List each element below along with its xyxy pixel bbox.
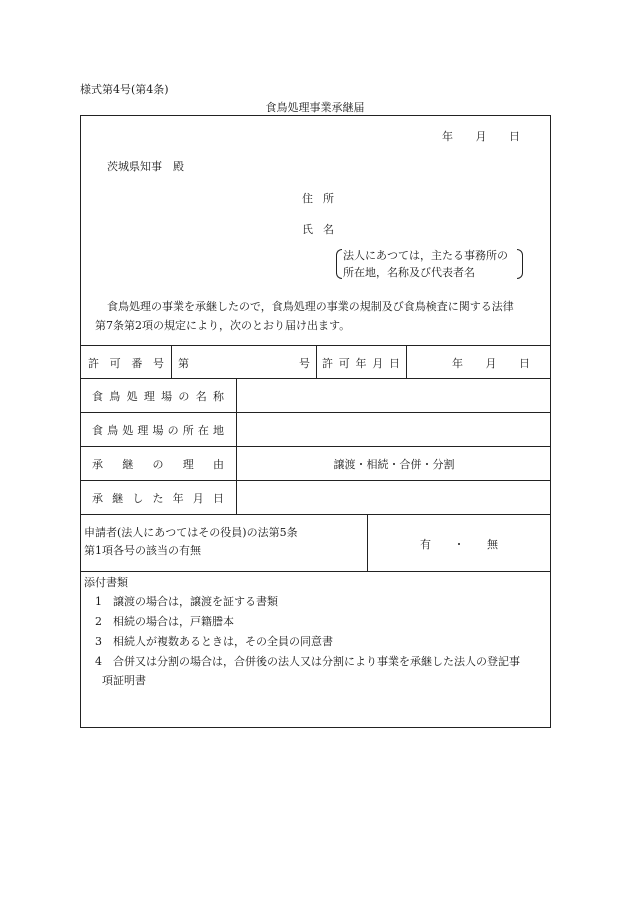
divider bbox=[171, 345, 172, 378]
statement-line1: 食鳥処理の事業を承継したので，食鳥処理の事業の規制及び食鳥検査に関する法律 bbox=[107, 300, 514, 313]
statement-line2: 第7条第2項の規定により，次のとおり届け出ます。 bbox=[95, 319, 351, 332]
plant-name-label: 食 鳥 処 理 場 の 名 称 bbox=[92, 390, 224, 403]
attachment-item-continuation: 項証明書 bbox=[102, 674, 146, 687]
succession-date-field[interactable] bbox=[238, 482, 550, 513]
submission-date[interactable]: 年 月 日 bbox=[442, 130, 520, 143]
addressee: 茨城県知事 殿 bbox=[107, 160, 184, 173]
divider bbox=[80, 480, 551, 481]
divider bbox=[80, 378, 551, 379]
form-number: 様式第4号(第4条) bbox=[80, 83, 169, 96]
divider bbox=[80, 446, 551, 447]
name-label: 氏 名 bbox=[302, 223, 334, 236]
divider bbox=[367, 514, 368, 571]
divider bbox=[80, 412, 551, 413]
plant-location-label: 食 鳥 処 理 場 の 所 在 地 bbox=[92, 424, 224, 437]
divider bbox=[236, 378, 237, 514]
succession-date-label: 承 継 し た 年 月 日 bbox=[92, 492, 224, 505]
attachment-item: 3 相続人が複数あるときは，その全員の同意書 bbox=[95, 635, 333, 648]
permit-number-field[interactable]: 第 号 bbox=[178, 357, 310, 370]
permit-date-label: 許 可 年 月 日 bbox=[322, 357, 400, 370]
attachment-item: 1 譲渡の場合は，譲渡を証する書類 bbox=[95, 595, 278, 608]
attachment-item: 2 相続の場合は，戸籍謄本 bbox=[95, 615, 234, 628]
permit-number-label: 許 可 番 号 bbox=[88, 357, 164, 370]
attachments-heading: 添付書類 bbox=[84, 576, 128, 589]
divider bbox=[406, 345, 407, 378]
divider bbox=[80, 514, 551, 515]
plant-name-field[interactable] bbox=[238, 380, 550, 411]
disqualification-label-line2: 第1項各号の該当の有無 bbox=[84, 544, 201, 557]
attachment-item: 4 合併又は分割の場合は，合併後の法人又は分割により事業を承継した法人の登記事 bbox=[95, 655, 520, 668]
permit-date-field[interactable]: 年 月 日 bbox=[452, 357, 530, 370]
address-label: 住 所 bbox=[302, 192, 334, 205]
note-right-bracket bbox=[517, 249, 523, 279]
divider bbox=[80, 571, 551, 572]
succession-reason-options[interactable]: 譲渡・相続・合併・分割 bbox=[333, 458, 455, 471]
note-left-bracket bbox=[336, 249, 342, 279]
divider bbox=[316, 345, 317, 378]
disqualification-label-line1: 申請者(法人にあつてはその役員)の法第5条 bbox=[84, 526, 298, 539]
corporate-note-line2: 所在地，名称及び代表者名 bbox=[343, 266, 475, 279]
document-title: 食鳥処理事業承継届 bbox=[265, 101, 365, 114]
succession-reason-label: 承 継 の 理 由 bbox=[92, 458, 224, 471]
plant-location-field[interactable] bbox=[238, 414, 550, 445]
disqualification-options[interactable]: 有 ・ 無 bbox=[420, 538, 498, 551]
corporate-note-line1: 法人にあつては，主たる事務所の bbox=[343, 249, 508, 262]
